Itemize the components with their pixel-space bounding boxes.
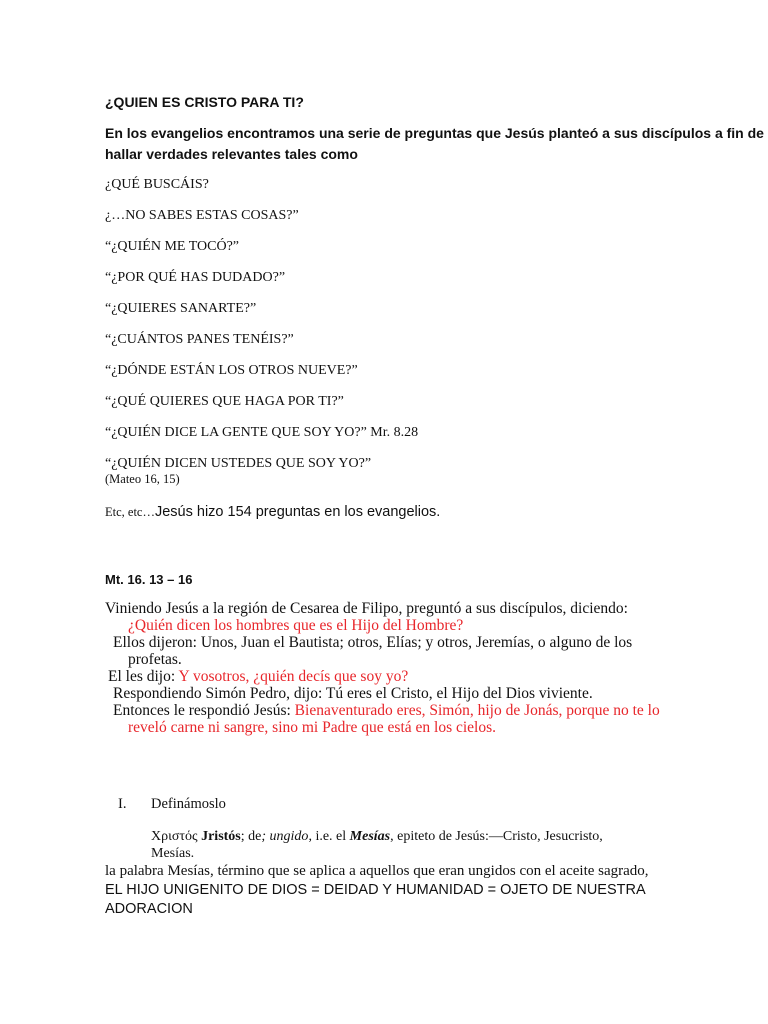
passage-prefix: Entonces le respondió Jesús:	[113, 702, 295, 719]
greek-word: Χριστός	[151, 829, 198, 844]
etc-text: Jesús hizo 154 preguntas en los evangelios.	[154, 504, 441, 520]
definition-line: Mesías.	[151, 846, 195, 861]
passage-red: Y vosotros, ¿quién decís que soy yo?	[178, 668, 409, 685]
intro-line-1: En los evangelios encontramos una serie de preguntas que Jesús planteó a sus discípulos a fin de	[105, 125, 764, 141]
definition-text: ; de	[240, 829, 262, 844]
passage-line: Viniendo Jesús a la región de Cesarea de Filipo, preguntó a sus discípulos, diciendo:	[105, 600, 628, 617]
passage-line	[108, 668, 408, 686]
etc-prefix: Etc, etc…	[105, 505, 155, 519]
caps-line: EL HIJO UNIGENITO DE DIOS = DEIDAD Y HUMANIDAD = OJETO DE NUESTRA	[105, 882, 646, 898]
question-item: “¿QUIÉN DICEN USTEDES QUE SOY YO?”	[105, 456, 372, 471]
section-numeral: I.	[118, 796, 127, 812]
passage-line	[113, 702, 660, 720]
passage-line: Respondiendo Simón Pedro, dijo: Tú eres el Cristo, el Hijo del Dios viviente.	[113, 685, 593, 702]
question-item: “¿QUÉ QUIERES QUE HAGA POR TI?”	[105, 394, 344, 409]
caps-line: ADORACION	[105, 901, 193, 917]
passage-line: profetas.	[128, 651, 182, 668]
passage-line-red: reveló carne ni sangre, sino mi Padre que está en los cielos.	[128, 719, 497, 736]
passage-line-red: ¿Quién dicen los hombres que es el Hijo del Hombre?	[128, 617, 464, 634]
definition-text: ; ungido	[261, 829, 309, 844]
passage-line: Ellos dijeron: Unos, Juan el Bautista; otros, Elías; y otros, Jeremías, o alguno de los	[113, 634, 633, 651]
definition-text: , epiteto de Jesús:—Cristo, Jesucristo,	[390, 829, 603, 844]
question-item: ¿…NO SABES ESTAS COSAS?”	[105, 208, 299, 223]
definition-text: , i.e. el	[308, 829, 350, 844]
mesias-word: Mesías	[349, 829, 391, 844]
intro-line-2: hallar verdades relevantes tales como	[105, 146, 358, 162]
etc-line	[105, 503, 440, 521]
question-item: “¿DÓNDE ESTÁN LOS OTROS NUEVE?”	[105, 363, 358, 378]
question-item: “¿QUIÉN DICE LA GENTE QUE SOY YO?” Mr. 8.28	[105, 425, 419, 440]
definition-line	[151, 829, 603, 845]
question-item: “¿POR QUÉ HAS DUDADO?”	[105, 270, 286, 285]
question-item: “¿QUIÉN ME TOCÓ?”	[105, 239, 240, 254]
translit-word: Jristós	[201, 829, 241, 844]
question-item: “¿QUIERES SANARTE?”	[105, 301, 257, 316]
passage-red: Bienaventurado eres, Simón, hijo de Jonás, porque no te lo	[294, 702, 660, 719]
passage-reference: Mt. 16. 13 – 16	[105, 572, 193, 587]
page-title: ¿QUIEN ES CRISTO PARA TI?	[105, 94, 304, 110]
mateo-reference: (Mateo 16, 15)	[105, 472, 180, 486]
section-heading: Definámoslo	[151, 796, 226, 812]
question-item: “¿CUÁNTOS PANES TENÉIS?”	[105, 332, 294, 347]
question-item: ¿QUÉ BUSCÁIS?	[105, 177, 209, 192]
mesias-line: la palabra Mesías, término que se aplica a aquellos que eran ungidos con el aceite sagrado,	[105, 863, 649, 879]
passage-prefix: El les dijo:	[108, 668, 179, 685]
